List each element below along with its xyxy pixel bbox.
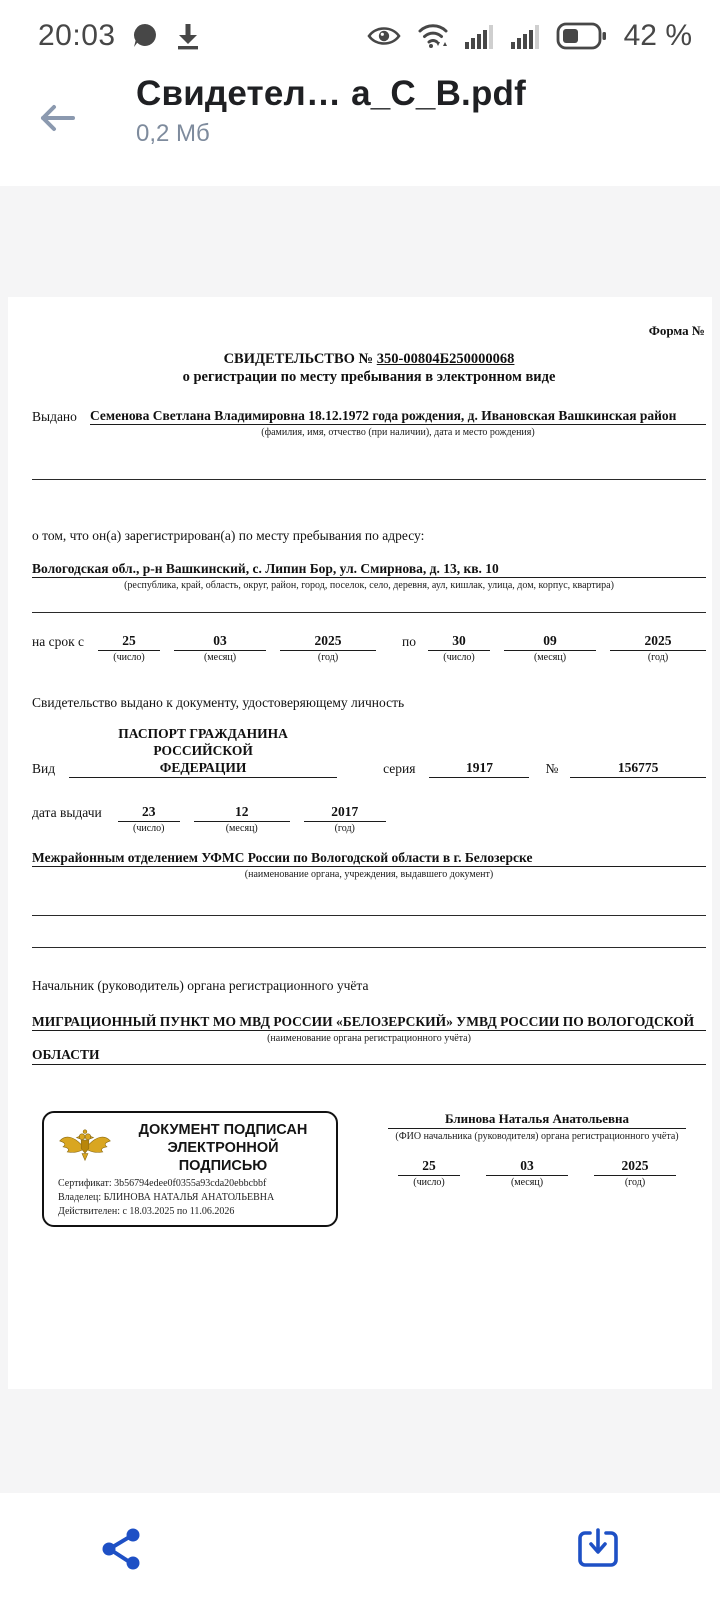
term-from-day: 25 (число)	[98, 633, 160, 663]
download-icon	[174, 21, 202, 51]
chief-line: Начальник (руководитель) органа регистрационного учёта	[32, 978, 369, 993]
document-kind-row	[32, 725, 706, 778]
issued-caption: (фамилия, имя, отчество (при наличии), дата и место рождения)	[261, 427, 535, 438]
blank-field-line	[32, 603, 706, 613]
issued-value: Семенова Светлана Владимировна 18.12.1972 года рождения, д. Ивановская Вашкинская район	[90, 408, 706, 425]
download-button[interactable]	[572, 1526, 624, 1578]
share-button[interactable]	[96, 1526, 148, 1578]
form-number-label: Форма №	[648, 323, 705, 338]
signer-block	[388, 1111, 706, 1227]
pdf-viewer[interactable]	[0, 186, 720, 1493]
term-to-day: 30 (число)	[428, 633, 490, 663]
chat-bubble-icon	[130, 21, 160, 51]
stamp-owner: Владелец: БЛИНОВА НАТАЛЬЯ АНАТОЛЬЕВНА	[58, 1192, 275, 1203]
sign-date-day: 25 (число)	[398, 1158, 460, 1188]
term-to-year: 2025 (год)	[610, 633, 706, 663]
pdf-page	[8, 297, 712, 1389]
kind-value: ПАСПОРТ ГРАЖДАНИНА РОССИЙСКОЙ ФЕДЕРАЦИИ	[69, 725, 337, 778]
back-arrow-icon	[35, 100, 79, 141]
number-value: 156775	[570, 760, 706, 778]
download-tray-icon	[574, 1525, 622, 1578]
share-icon	[98, 1525, 146, 1578]
sign-date-row	[388, 1158, 686, 1188]
signature-area	[32, 1111, 706, 1227]
digital-signature-stamp	[42, 1111, 338, 1227]
status-left	[38, 19, 202, 53]
blank-field-line	[32, 906, 706, 916]
issue-date-label: дата выдачи	[32, 805, 102, 820]
document-title-line2: о регистрации по месту пребывания в электронном виде	[182, 369, 556, 385]
org-value-line1: МИГРАЦИОННЫЙ ПУНКТ МО МВД РОССИИ «БЕЛОЗЕРСКИЙ» УМВД РОССИИ ПО ВОЛОГОДСКОЙ	[32, 1014, 706, 1031]
battery-percent: 42 %	[623, 19, 692, 52]
signal-bars-icon	[464, 21, 496, 51]
issue-date-year: 2017 (год)	[304, 804, 386, 834]
battery-icon	[556, 21, 608, 51]
signal-bars-icon	[510, 21, 542, 51]
app-header	[0, 66, 720, 186]
file-title: Свидетел… а_С_В.pdf	[136, 74, 526, 113]
org-caption: (наименование органа регистрационного учёта)	[267, 1033, 471, 1044]
document-title	[32, 350, 706, 386]
term-from-month: 03 (месяц)	[174, 633, 266, 663]
signer-caption: (ФИО начальника (руководителя) органа регистрационного учёта)	[395, 1131, 679, 1142]
document-title-line1: СВИДЕТЕЛЬСТВО № 350-00804Б250000068	[223, 351, 515, 367]
status-bar	[0, 0, 720, 66]
eye-icon	[366, 23, 402, 49]
certificate-number: 350-00804Б250000068	[376, 351, 515, 367]
series-label: серия	[383, 761, 416, 776]
org-value-line2: ОБЛАСТИ	[32, 1047, 706, 1065]
signer-name: Блинова Наталья Анатольевна	[388, 1111, 686, 1129]
term-from-label: на срок с	[32, 634, 85, 649]
mvd-eagle-emblem-icon	[58, 1125, 112, 1172]
issued-to-row	[32, 408, 706, 438]
blank-field-line	[32, 938, 706, 948]
term-from-year: 2025 (год)	[280, 633, 376, 663]
stamp-validity: Действителен: с 18.03.2025 по 11.06.2026	[58, 1206, 235, 1217]
blank-field-line	[32, 470, 706, 480]
registered-line: о том, что он(а) зарегистрирован(а) по месту пребывания по адресу:	[32, 528, 425, 543]
wifi-icon	[416, 21, 450, 51]
sign-date-year: 2025 (год)	[594, 1158, 676, 1188]
issue-date-day: 23 (число)	[118, 804, 180, 834]
term-to-label: по	[402, 634, 416, 649]
term-to-month: 09 (месяц)	[504, 633, 596, 663]
term-row	[32, 633, 706, 663]
issue-date-row	[32, 804, 706, 834]
sign-date-month: 03 (месяц)	[486, 1158, 568, 1188]
back-button[interactable]	[34, 100, 80, 140]
stamp-certificate: Сертификат: 3b56794edee0f0355a93cda20ebbcbbf	[58, 1178, 267, 1189]
issue-date-month: 12 (месяц)	[194, 804, 290, 834]
address-caption: (республика, край, область, округ, район, город, поселок, село, деревня, аул, кишлак, улица, дом, корпус, квартира)	[124, 580, 614, 591]
stamp-title: ДОКУМЕНТ ПОДПИСАН ЭЛЕКТРОННОЙ ПОДПИСЬЮ	[138, 1122, 308, 1174]
status-right	[366, 19, 692, 53]
number-label: №	[545, 761, 559, 776]
file-size: 0,2 Мб	[136, 120, 210, 147]
address-value: Вологодская обл., р-н Вашкинский, с. Липин Бор, ул. Смирнова, д. 13, кв. 10	[32, 561, 706, 578]
status-time: 20:03	[38, 19, 116, 52]
issuer-caption: (наименование органа, учреждения, выдавшего документ)	[244, 869, 494, 880]
identity-line: Свидетельство выдано к документу, удостоверяющему личность	[32, 695, 405, 710]
kind-label: Вид	[32, 761, 56, 776]
bottom-bar	[0, 1493, 720, 1610]
series-value: 1917	[429, 760, 529, 778]
issued-label: Выдано	[32, 409, 77, 424]
header-text	[136, 72, 720, 148]
issuer-value: Межрайонным отделением УФМС России по Вологодской области в г. Белозерске	[32, 850, 706, 867]
